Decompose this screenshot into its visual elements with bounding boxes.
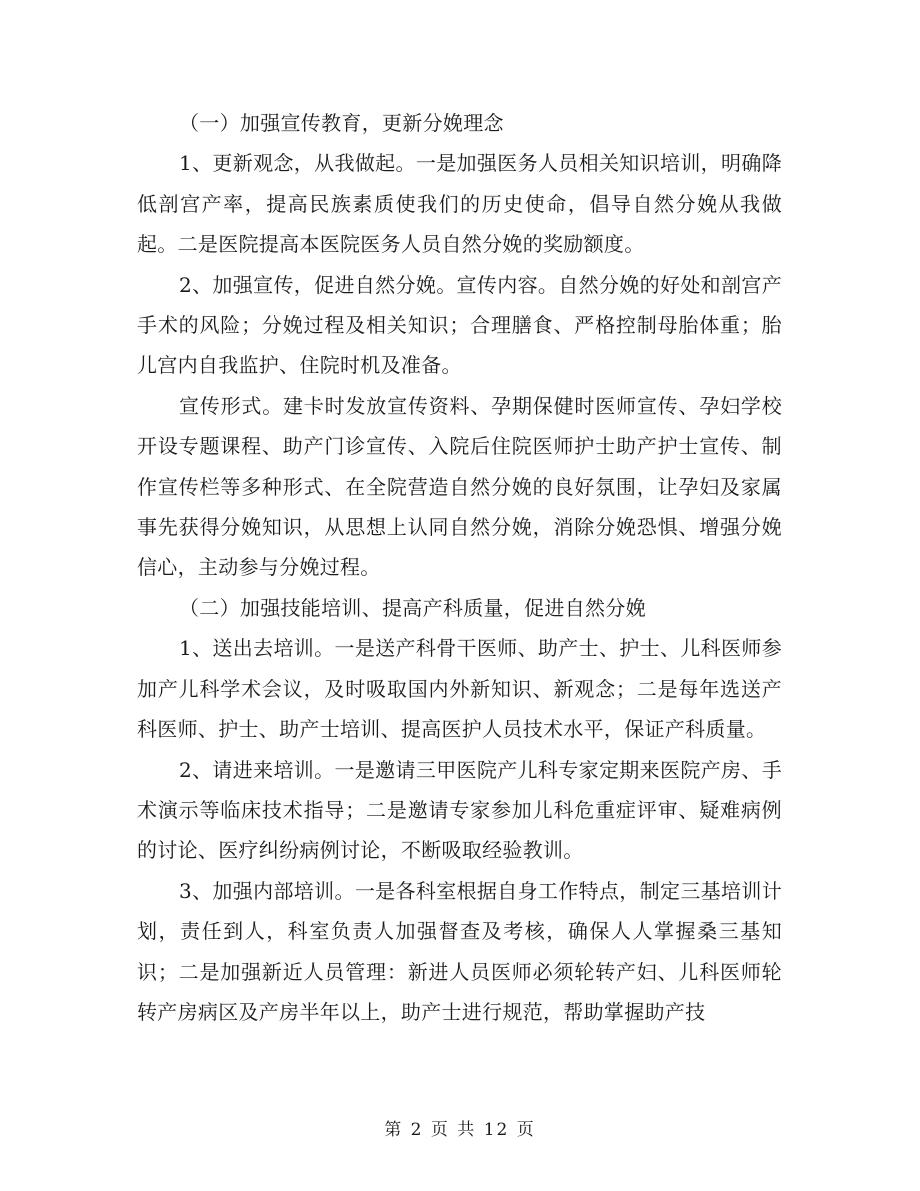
- paragraph-publicity-content: 2、加强宣传，促进自然分娩。宣传内容。自然分娩的好处和剖宫产手术的风险；分娩过程及相关知识；合理膳食、严格控制母胎体重；胎儿宫内自我监护、住院时机及准备。: [137, 272, 782, 378]
- page-number-label: 第 2 页 共 12 页: [384, 1120, 536, 1140]
- paragraph-publicity-form: 宣传形式。建卡时发放宣传资料、孕期保健时医师宣传、孕妇学校开设专题课程、助产门诊宣传、入院后住院医师护士助产护士宣传、制作宣传栏等多种形式、在全院营造自然分娩的良好氛围，让孕妇及家属事先获得分娩知识，从思想上认同自然分娩，消除分娩恐惧、增强分娩信心，主动参与分娩过程。: [137, 393, 782, 580]
- paragraph-invited-training: 2、请进来培训。一是邀请三甲医院产儿科专家定期来医院产房、手术演示等临床技术指导；二是邀请专家参加儿科危重症评审、疑难病例的讨论、医疗纠纷病例讨论，不断吸取经验教训。: [137, 757, 782, 863]
- paragraph-update-concept: 1、更新观念，从我做起。一是加强医务人员相关知识培训，明确降低剖宫产率，提高民族素质使我们的历史使命，倡导自然分娩从我做起。二是医院提高本医院医务人员自然分娩的奖励额度。: [137, 151, 782, 257]
- section-heading-2: （二）加强技能培训、提高产科质量，促进自然分娩: [179, 595, 646, 620]
- paragraph-external-training: 1、送出去培训。一是送产科骨干医师、助产士、护士、儿科医师参加产儿科学术会议，及时吸取国内外新知识、新观念；二是每年选送产科医师、护士、助产士培训、提高医护人员技术水平，保证产科质量。: [137, 636, 782, 742]
- section-heading-1: （一）加强宣传教育，更新分娩理念: [179, 111, 504, 135]
- page-footer: [0, 1115, 920, 1140]
- document-body: [137, 103, 782, 1032]
- paragraph-internal-training: 3、加强内部培训。一是各科室根据自身工作特点，制定三基培训计划，责任到人，科室负责人加强督查及考核，确保人人掌握桑三基知识；二是加强新近人员管理：新进人员医师必须轮转产妇、儿科医师轮转产房病区及产房半年以上，助产士进行规范，帮助掌握助产技: [137, 878, 782, 1024]
